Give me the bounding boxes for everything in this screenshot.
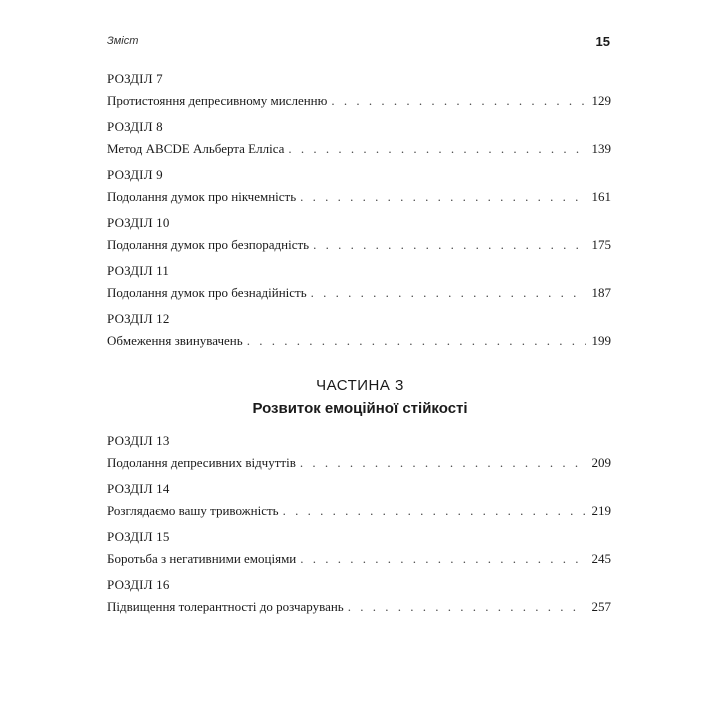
dot-leader [300, 551, 585, 567]
chapter-title: Подолання думок про нікчемність [107, 189, 297, 204]
toc-row [107, 455, 611, 471]
running-head: Зміст [107, 35, 139, 47]
chapter-title: Подолання думок про безнадійність [107, 285, 307, 300]
chapter-title: Метод ABCDE Альберта Елліса [107, 141, 285, 156]
toc-row [107, 503, 611, 519]
chapter-label: РОЗДІЛ 10 [107, 215, 170, 230]
toc-entry [107, 71, 611, 119]
chapter-page: 187 [591, 285, 611, 300]
chapter-title: Протистояння депресивному мисленню [107, 93, 328, 108]
dot-leader [313, 237, 585, 253]
dot-leader [247, 333, 586, 349]
toc-entry [107, 119, 611, 167]
dot-leader [331, 93, 585, 109]
toc-row [107, 599, 611, 615]
chapter-title: Подолання депресивних відчуттів [107, 455, 296, 470]
chapter-page: 161 [591, 189, 611, 204]
chapter-label: РОЗДІЛ 15 [107, 529, 170, 544]
chapter-page: 175 [591, 237, 611, 252]
chapter-label: РОЗДІЛ 11 [107, 263, 170, 278]
chapter-label: РОЗДІЛ 16 [107, 577, 170, 592]
toc-row [107, 189, 611, 205]
chapter-page: 219 [591, 503, 611, 518]
toc-entry [107, 433, 611, 481]
chapter-label: РОЗДІЛ 7 [107, 71, 163, 86]
chapter-title: Обмеження звинувачень [107, 333, 243, 348]
page-number: 15 [595, 34, 610, 49]
toc-row [107, 285, 611, 301]
dot-leader [283, 503, 586, 519]
toc-list-part3 [107, 433, 611, 625]
toc-entry [107, 529, 611, 577]
toc-entry [107, 263, 611, 311]
chapter-page: 129 [591, 93, 611, 108]
chapter-label: РОЗДІЛ 13 [107, 433, 170, 448]
dot-leader [300, 455, 586, 471]
chapter-page: 139 [591, 141, 611, 156]
chapter-page: 199 [591, 333, 611, 348]
chapter-page: 209 [591, 455, 611, 470]
toc-row [107, 93, 611, 109]
chapter-label: РОЗДІЛ 14 [107, 481, 170, 496]
chapter-label: РОЗДІЛ 12 [107, 311, 170, 326]
chapter-label: РОЗДІЛ 8 [107, 119, 163, 134]
part-heading [0, 376, 720, 420]
chapter-title: Подолання думок про безпорадність [107, 237, 310, 252]
chapter-title: Розглядаємо вашу тривожність [107, 503, 279, 518]
toc-row [107, 141, 611, 157]
dot-leader [348, 599, 586, 615]
dot-leader [288, 141, 585, 157]
part-label: ЧАСТИНА 3 [316, 377, 404, 394]
toc-entry [107, 215, 611, 263]
part-title: Розвиток емоційної стійкості [252, 400, 468, 417]
toc-row [107, 551, 611, 567]
toc-list-part2 [107, 71, 611, 359]
toc-entry [107, 481, 611, 529]
toc-entry [107, 311, 611, 359]
dot-leader [311, 285, 586, 301]
toc-entry [107, 577, 611, 625]
toc-row [107, 333, 611, 349]
chapter-label: РОЗДІЛ 9 [107, 167, 163, 182]
dot-leader [300, 189, 585, 205]
chapter-page: 245 [591, 551, 611, 566]
toc-row [107, 237, 611, 253]
chapter-title: Боротьба з негативними емоціями [107, 551, 297, 566]
chapter-title: Підвищення толерантності до розчарувань [107, 599, 344, 614]
chapter-page: 257 [591, 599, 611, 614]
toc-entry [107, 167, 611, 215]
